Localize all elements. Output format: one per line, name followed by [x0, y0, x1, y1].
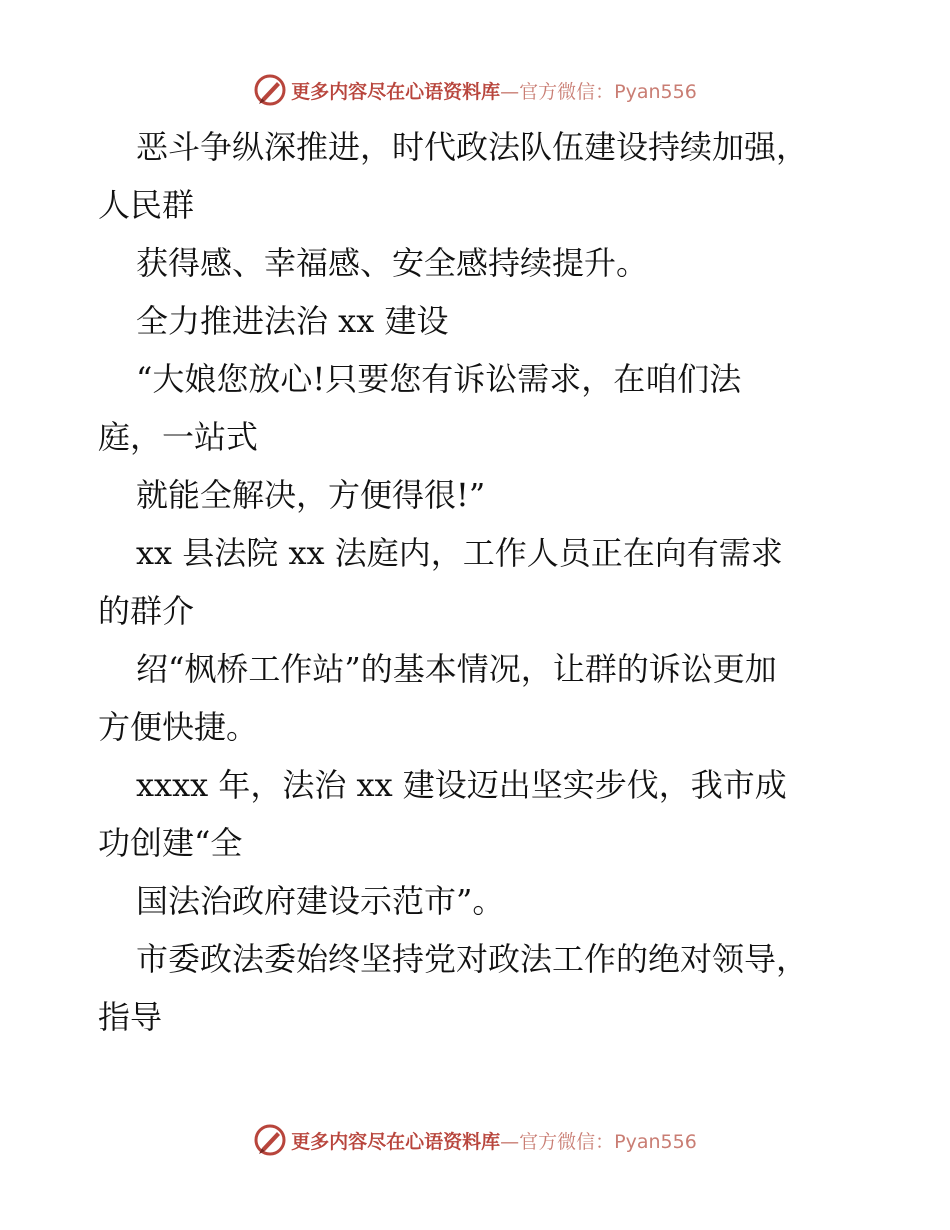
text-line: 功创建“全: [98, 824, 243, 862]
text-line: “大娘您放心!只要您有诉讼需求，在咱们法: [136, 360, 742, 398]
text-line: 庭，一站式: [98, 418, 259, 456]
watermark-brand: 更多内容尽在心语资料库: [291, 1130, 501, 1153]
text-line: 全力推进法治 xx 建设: [136, 302, 449, 340]
text-line: 指导: [98, 998, 163, 1036]
watermark-brand: 更多内容尽在心语资料库: [291, 80, 501, 103]
text-line: xxxx 年，法治 xx 建设迈出坚实步伐，我市成: [136, 766, 787, 804]
text-line: 恶斗争纵深推进，时代政法队伍建设持续加强，: [136, 128, 809, 166]
text-line: 市委政法委始终坚持党对政法工作的绝对领导，: [136, 940, 809, 978]
text-line: xx 县法院 xx 法庭内，工作人员正在向有需求: [136, 534, 783, 572]
text-line: 就能全解决，方便得很!”: [136, 476, 486, 514]
watermark-contact: —官方微信：Pyan556: [500, 1130, 697, 1153]
text-line: 方便快捷。: [98, 708, 259, 746]
pen-logo-icon: [253, 1123, 287, 1157]
header-watermark: [0, 70, 950, 110]
text-line: 获得感、幸福感、安全感持续提升。: [136, 244, 649, 282]
footer-watermark: [0, 1120, 950, 1160]
pen-logo-icon: [253, 73, 287, 107]
document-body: [98, 118, 858, 1046]
text-line: 国法治政府建设示范市”。: [136, 882, 505, 920]
text-line: 的群介: [98, 592, 195, 630]
text-line: 人民群: [98, 186, 195, 224]
text-line: 绍“枫桥工作站”的基本情况，让群的诉讼更加: [136, 650, 777, 688]
watermark-contact: —官方微信：Pyan556: [500, 80, 697, 103]
